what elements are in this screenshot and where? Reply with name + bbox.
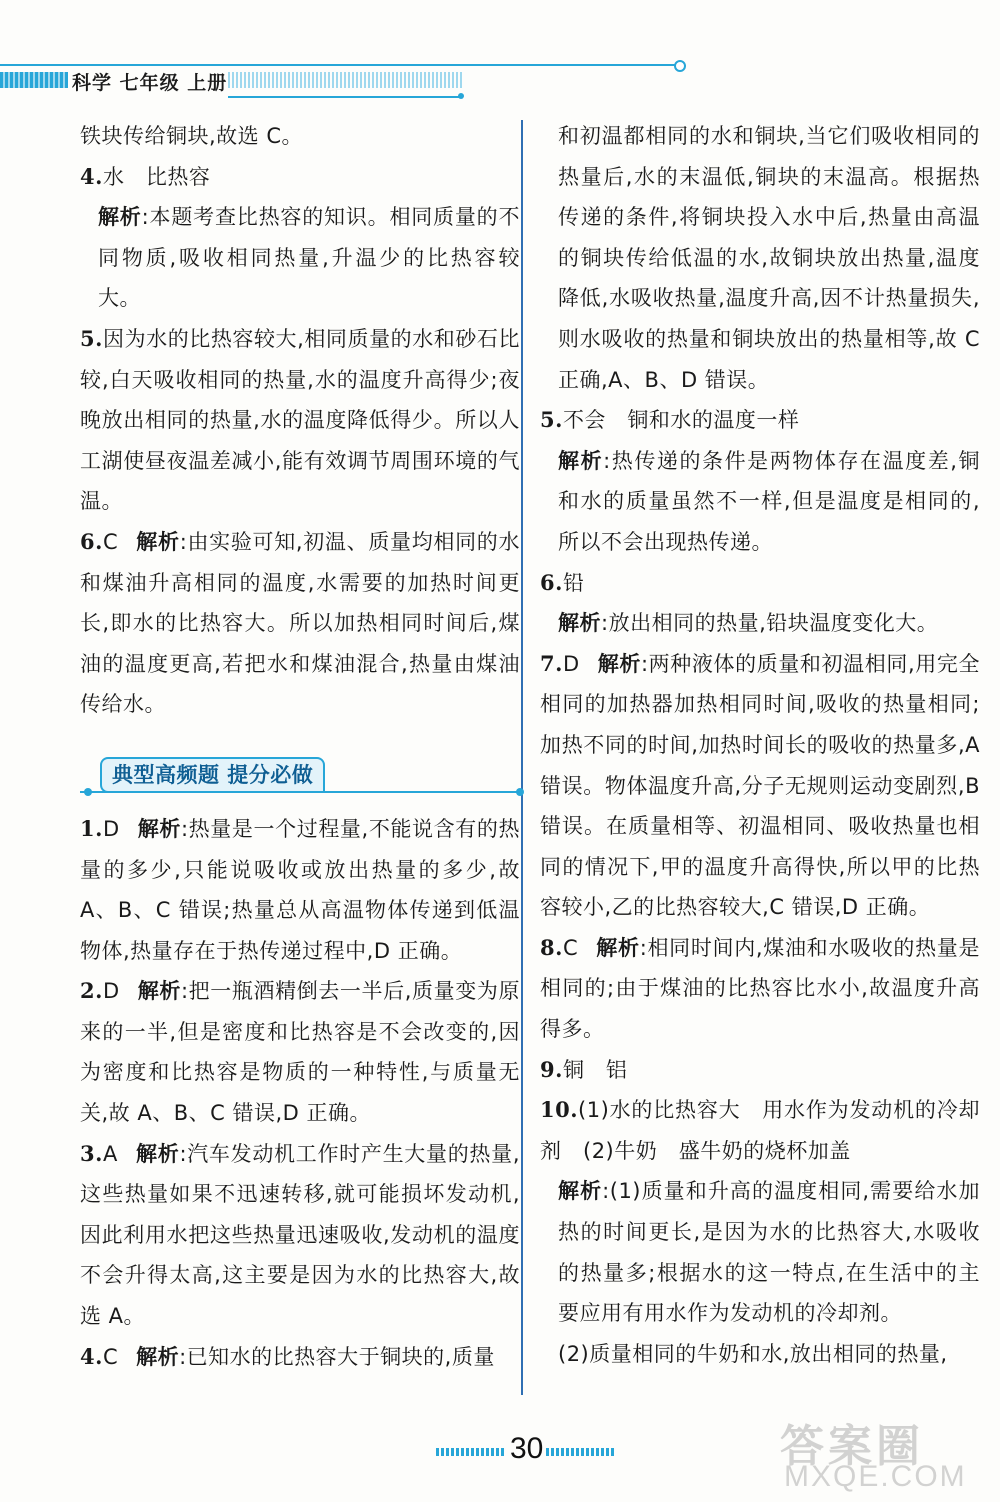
question-4: 4.C 解析:已知水的比热容大于铜块的,质量 xyxy=(80,1343,495,1369)
book-title: 科学 七年级 上册 xyxy=(72,72,228,94)
footer-stripes-left xyxy=(436,1448,506,1456)
question-7: 7.D 解析:两种液体的质量和初温相同,用完全相同的加热器加热相同时间,吸收的热量相同;加热不同的时间,加热时间长的吸收的热量多,A 错误。物体温度升高,分子无规则运动变剧烈,B 错误。在质量相等、初温相同、吸收热量也相同的情况下,甲的温度升高得快,所以甲的比热容较小,乙的比热容较大,C 错误,D 正确。 xyxy=(540,650,981,920)
watermark-url: MXQE.COM xyxy=(784,1460,967,1493)
header-rule-lower xyxy=(228,96,460,98)
question-1: 1.D 解析:热量是一个过程量,不能说含有的热量的多少,只能说吸收或放出热量的多少,故 A、B、C 错误;热量总从高温物体传递到低温物体,热量存在于热传递过程中,D 正确。 xyxy=(80,815,521,963)
explanation-4: 解析:本题考查比热容的知识。相同质量的不同物质,吸收相同热量,升温少的比热容较大。 xyxy=(98,205,520,311)
header-dot-lower xyxy=(458,93,464,99)
watermark-logo xyxy=(780,1410,990,1495)
banner-rule xyxy=(80,791,520,793)
answer-6: 6.C 解析:由实验可知,初温、质量均相同的水和煤油升高相同的温度,水需要的加热时间更长,即水的比热容大。所以加热相同时间后,煤油的温度更高,若把水和煤油混合,热量由煤油传给水。 xyxy=(80,528,521,717)
question-3: 3.A 解析:汽车发动机工作时产生大量的热量,这些热量如果不迅速转移,就可能损坏发动机,因此利用水把这些热量迅速吸收,发动机的温度不会升得太高,这主要是因为水的比热容大,故选 A。 xyxy=(80,1140,521,1329)
answer-5: 5.因为水的比热容较大,相同质量的水和砂石比较,白天吸收相同的热量,水的温度升高得少;夜晚放出相同的热量,水的温度降低得少。所以人工湖使昼夜温差减小,能有效调节周围环境的气温。 xyxy=(80,325,520,514)
question-2: 2.D 解析:把一瓶酒精倒去一半后,质量变为原来的一半,但是密度和比热容是不会改变的,因为密度和比热容是物质的一种特性,与质量无关,故 A、B、C 错误,D 正确。 xyxy=(80,978,521,1126)
answer-4: 4.水 比热容 xyxy=(80,163,211,189)
answer-5b: 5.不会 铜和水的温度一样 xyxy=(540,407,800,433)
page-header xyxy=(0,60,690,106)
watermark-text: 答案圈 xyxy=(780,1421,924,1472)
page-footer xyxy=(436,1432,686,1472)
question-10: 10.(1)水的比热容大 用水作为发动机的冷却剂 (2)牛奶 盛牛奶的烧杯加盖 xyxy=(540,1097,980,1163)
explanation-6b: 解析:放出相同的热量,铅块温度变化大。 xyxy=(558,611,939,636)
right-column xyxy=(540,116,980,1374)
explanation-10: 解析:(1)质量和升高的温度相同,需要给水加热的时间更长,是因为水的比热容大,水吸收的热量多;根据水的这一特点,在生活中的主要应用有用水作为发动机的冷却剂。 xyxy=(558,1179,981,1326)
banner-dot-left xyxy=(84,788,92,796)
footer-stripes-right xyxy=(546,1448,616,1456)
header-stripes-right xyxy=(228,72,463,88)
header-rule xyxy=(0,64,678,66)
answer-line: 铁块传给铜块,故选 C。 xyxy=(80,124,304,148)
question-8: 8.C 解析:相同时间内,煤油和水吸收的热量是相同的;由于煤油的比热容比水小,故温度升高得多。 xyxy=(540,934,981,1042)
continued-explanation: 和初温都相同的水和铜块,当它们吸收相同的热量后,水的末温低,铜块的末温高。根据热传递的条件,将铜块投入水中后,热量由高温的铜块传给低温的水,故铜块放出热量,温度降低,水吸收热量,温度升高,因不计热量损失,则水吸收的热量和铜块放出的热量相等,故 C 正确,A、B、D 错误。 xyxy=(558,124,980,392)
answer-6b: 6.铅 xyxy=(540,569,585,595)
section-banner-label: 典型高频题 提分必做 xyxy=(100,757,325,793)
left-column xyxy=(80,116,520,1377)
header-stripes xyxy=(0,72,68,88)
section-banner xyxy=(80,745,520,807)
column-divider xyxy=(521,120,523,1395)
header-dot xyxy=(674,60,686,72)
explanation-10-part2: (2)质量相同的牛奶和水,放出相同的热量, xyxy=(558,1341,948,1366)
page-number: 30 xyxy=(510,1432,544,1465)
question-9: 9.铜 铝 xyxy=(540,1056,628,1082)
explanation-5b: 解析:热传递的条件是两物体存在温度差,铜和水的质量虽然不一样,但是温度是相同的,所以不会出现热传递。 xyxy=(558,448,981,554)
banner-dot-right xyxy=(516,788,524,796)
